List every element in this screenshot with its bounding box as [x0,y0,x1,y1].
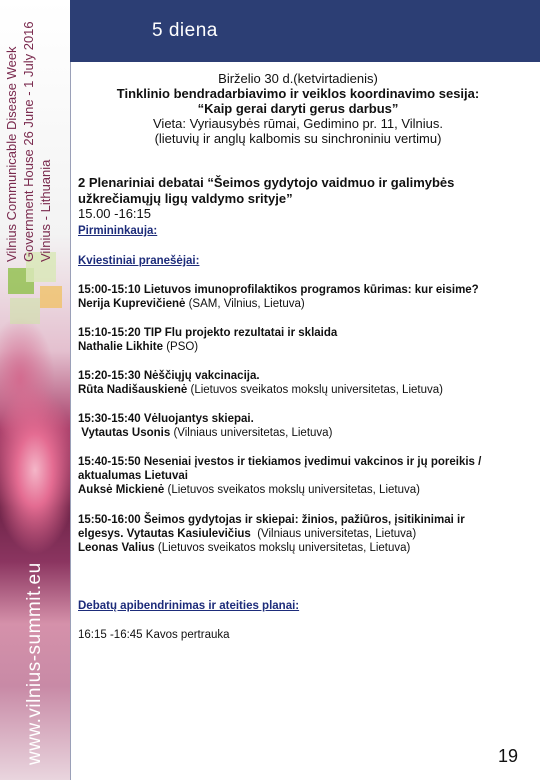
session-title-2: “Kaip gerai daryti gerus darbus” [197,101,399,116]
coffee-break: 16:15 -16:45 Kavos pertrauka [78,629,230,641]
event-title-vertical [0,0,70,780]
session-languages: (lietuvių ir anglų kalbomis su sinchroniniu vertimu) [154,131,442,146]
debate-summary: Debatų apibendrinimas ir ateities planai: [78,600,300,612]
talk-speaker: Leonas Valius [78,542,155,554]
plenary-block [78,175,518,222]
talk-title: 15:40-15:50 Neseniai įvestos ir tiekiamos įvedimui vakcinos ir jų poreikis / [78,456,482,468]
talk-title: 15:10-15:20 TIP Flu projekto rezultatai ir sklaida [78,327,338,339]
talk-speaker: Nerija Kuprevičienė [78,298,186,310]
talk-affiliation: (SAM, Vilnius, Lietuva) [185,298,305,310]
talk-speaker: Rūta Nadišauskienė [78,384,188,396]
sidebar-divider [70,0,71,780]
talk-title: 15:20-15:30 Nėščiųjų vakcinacija. [78,370,260,382]
page-number: 19 [497,746,518,766]
talk-affiliation: (Lietuvos sveikatos mokslų universitetas, Lietuva) [164,484,420,496]
event-line-1: Vilnius Communicable Disease Week [4,46,19,262]
talk-title-cont: elgesys. Vytautas Kasiulevičius [78,528,251,540]
session-venue: Vieta: Vyriausybės rūmai, Gedimino pr. 11, Vilnius. [153,116,443,131]
talk-item [78,455,518,497]
talk-speaker: Auksė Mickienė [78,484,165,496]
talk-title: 15:50-16:00 Šeimos gydytojas ir skiepai: žinios, pažiūros, įsitikinimai ir [78,514,465,526]
plenary-title-1: 2 Plenariniai debatai “Šeimos gydytojo vaidmuo ir galimybės [78,175,455,190]
talk-title-affiliation: (Vilniaus universitetas, Lietuva) [250,528,417,540]
page-title: 5 diena [152,20,218,41]
talk-affiliation: (PSO) [163,341,199,353]
website-url: www.vilnius-summit.eu [24,562,45,765]
event-line-2: Government House 26 June - 1 July 2016 [21,21,36,262]
event-line-3: Vilnius - Lithuania [38,159,53,262]
speakers-label: Kviestiniai pranešėjai: [78,255,200,267]
sidebar-decoration [0,0,70,780]
talk-item [78,326,518,354]
talk-item [78,369,518,397]
talk-speaker: Vytautas Usonis [78,427,171,439]
chairs-label: Pirmininkauja: [78,225,158,237]
talk-affiliation: (Vilniaus universitetas, Lietuva) [170,427,333,439]
talk-affiliation: (Lietuvos sveikatos mokslų universitetas, Lietuva) [154,542,411,554]
talk-title: 15:00-15:10 Lietuvos imunoprofilaktikos programos kūrimas: kur eisime? [78,284,479,296]
talk-title-cont: aktualumas Lietuvai [78,470,188,482]
session-title-1: Tinklinio bendradarbiavimo ir veiklos koordinavimo sesija: [116,86,480,101]
session-date: Birželio 30 d.(ketvirtadienis) [218,71,378,86]
session-intro [78,71,518,146]
plenary-time: 15.00 -16:15 [78,206,152,221]
talk-item [78,412,518,440]
talk-title: 15:30-15:40 Vėluojantys skiepai. [78,413,254,425]
talk-speaker: Nathalie Likhite [78,341,163,353]
header-bar [70,0,540,62]
talk-item [78,513,518,555]
talk-item [78,283,518,311]
talk-affiliation: (Lietuvos sveikatos mokslų universitetas, Lietuva) [187,384,443,396]
plenary-title-2: užkrečiamųjų ligų valdymo srityje” [78,190,293,206]
